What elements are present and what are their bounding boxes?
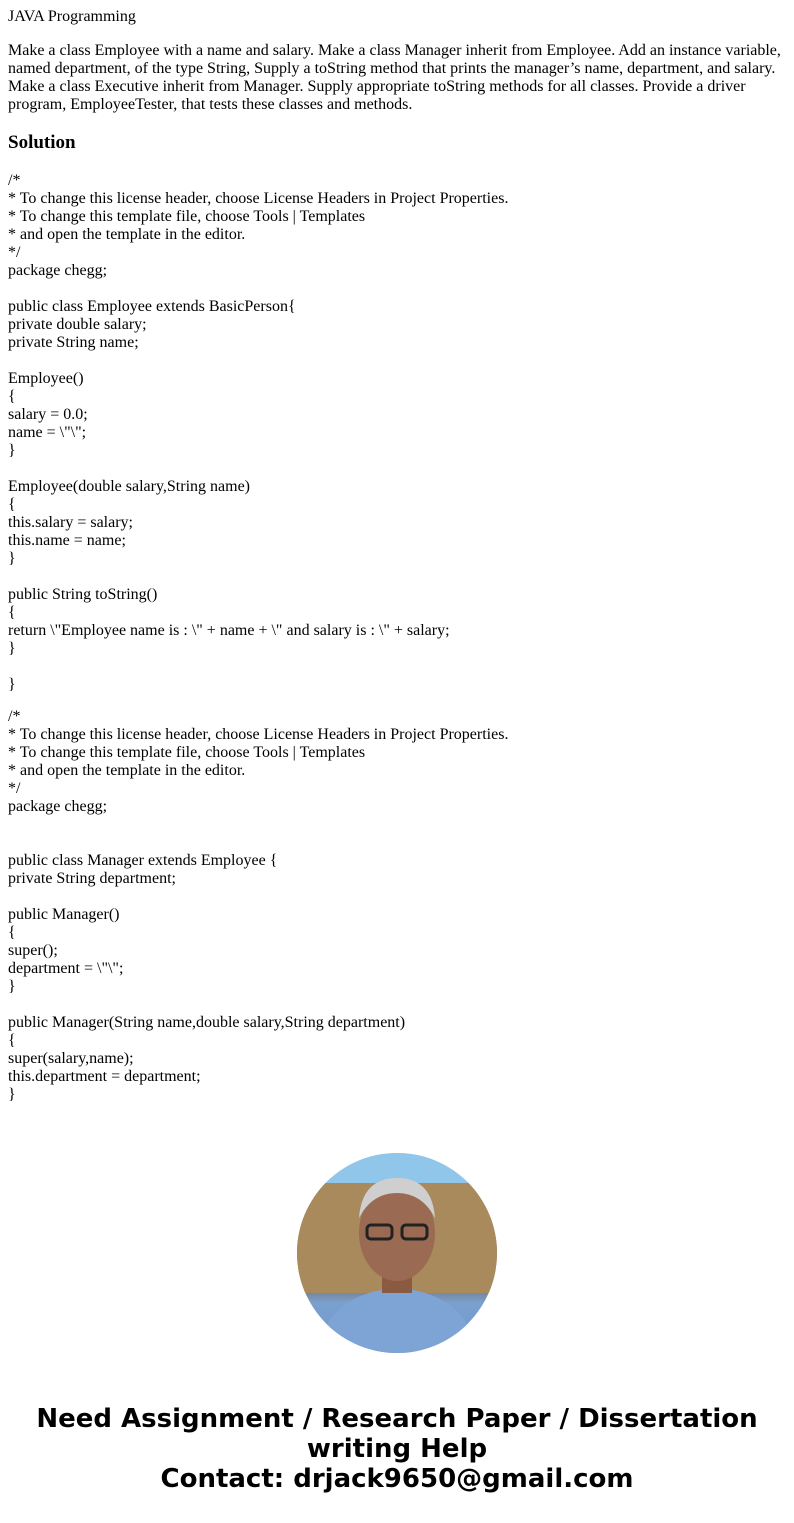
solution-heading: Solution (8, 132, 76, 153)
code-line: { (8, 388, 16, 405)
person-portrait-icon (297, 1153, 497, 1353)
code-line: package chegg; (8, 798, 108, 815)
code-line: package chegg; (8, 262, 108, 279)
code-line: { (8, 924, 16, 941)
code-line: /* (8, 172, 21, 189)
code-block-manager (8, 708, 786, 1104)
code-line: this.name = name; (8, 532, 126, 549)
code-line: public String toString() (8, 586, 158, 603)
document-title: JAVA Programming (8, 8, 136, 25)
code-line: public class Manager extends Employee { (8, 852, 278, 869)
code-line: super(); (8, 942, 58, 959)
code-line: * To change this template file, choose Tools | Templates (8, 208, 366, 225)
code-block-employee (8, 172, 786, 694)
code-line: super(salary,name); (8, 1050, 134, 1067)
code-line (8, 658, 786, 676)
code-line: * and open the template in the editor. (8, 762, 246, 779)
code-line: Employee() (8, 370, 84, 387)
code-line: public Manager() (8, 906, 120, 923)
code-line: } (8, 978, 16, 995)
code-line: private double salary; (8, 316, 147, 333)
code-line: } (8, 676, 16, 693)
code-line: */ (8, 780, 21, 797)
code-line (8, 816, 786, 834)
code-line: * To change this license header, choose License Headers in Project Properties. (8, 726, 509, 743)
code-line: * and open the template in the editor. (8, 226, 246, 243)
code-line (8, 996, 786, 1014)
code-line: Employee(double salary,String name) (8, 478, 250, 495)
code-line: } (8, 550, 16, 567)
code-line: salary = 0.0; (8, 406, 88, 423)
banner-line-3: Contact: drjack9650@gmail.com (160, 1464, 634, 1494)
code-line (8, 352, 786, 370)
code-line: } (8, 442, 16, 459)
code-line: private String name; (8, 334, 139, 351)
code-line: { (8, 604, 16, 621)
code-line: department = \"\"; (8, 960, 124, 977)
code-line (8, 888, 786, 906)
banner-line-2: writing Help (306, 1434, 488, 1464)
code-line: * To change this license header, choose License Headers in Project Properties. (8, 190, 509, 207)
banner-line-1: Need Assignment / Research Paper / Dissertation (36, 1404, 758, 1434)
code-line (8, 460, 786, 478)
code-line: this.department = department; (8, 1068, 201, 1085)
code-line: return \"Employee name is : \" + name + \" and salary is : \" + salary; (8, 622, 450, 639)
code-line: this.salary = salary; (8, 514, 133, 531)
question-text: Make a class Employee with a name and salary. Make a class Manager inherit from Employee. Add an instance variable, named department, of the type String, Supply a toString method that prints the manager’s name, department, and salary. Make a class Executive inherit from Manager. Supply appropriate toString methods for all classes. Provide a driver program, EmployeeTester, that tests these classes and methods. (8, 42, 781, 113)
code-line (8, 568, 786, 586)
code-line: private String department; (8, 870, 176, 887)
code-line: public class Employee extends BasicPerson{ (8, 298, 296, 315)
author-photo (297, 1153, 497, 1353)
code-line: } (8, 640, 16, 657)
code-line: /* (8, 708, 21, 725)
code-line: { (8, 496, 16, 513)
code-line (8, 834, 786, 852)
code-line: } (8, 1086, 16, 1103)
code-line: */ (8, 244, 21, 261)
code-line: * To change this template file, choose Tools | Templates (8, 744, 366, 761)
code-line (8, 280, 786, 298)
code-line: { (8, 1032, 16, 1049)
contact-banner (0, 1404, 794, 1494)
code-line: public Manager(String name,double salary,String department) (8, 1014, 406, 1031)
code-line: name = \"\"; (8, 424, 87, 441)
